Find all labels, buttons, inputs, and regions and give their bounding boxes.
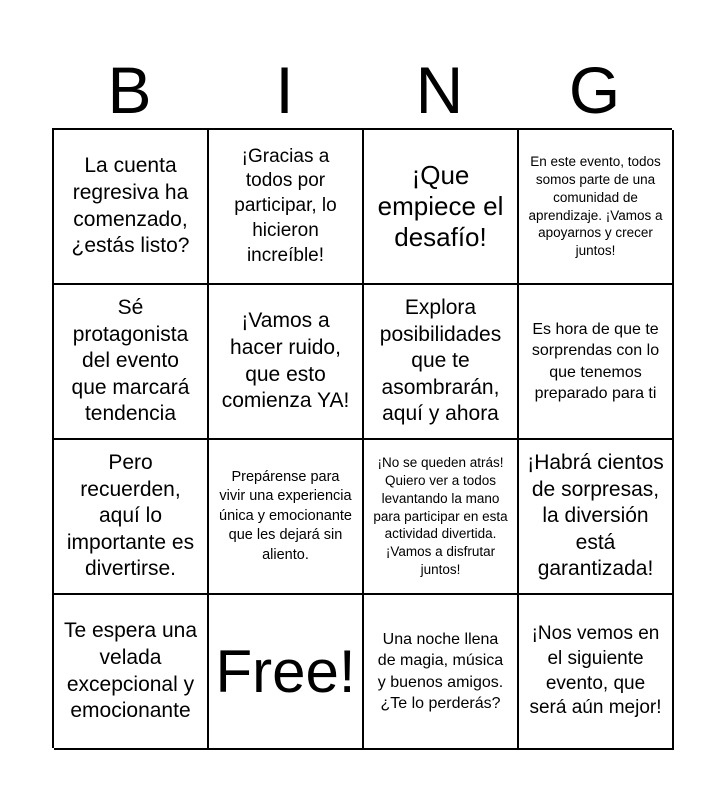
bingo-cell[interactable] — [519, 595, 674, 750]
bingo-cell[interactable] — [54, 285, 209, 440]
cell-text: Prepárense para vivir una experiencia única y emocionante que les dejará sin aliento. — [219, 468, 352, 563]
cell-text: Te espera una velada excepcional y emocionante — [63, 619, 198, 723]
cell-text: Explora posibilidades que te asombrarán, aquí y ahora — [379, 295, 502, 426]
cell-text: La cuenta regresiva ha comenzado, ¿estás listo? — [71, 154, 190, 258]
bingo-cell[interactable] — [519, 285, 674, 440]
cell-text: ¡Gracias a todos por participar, lo hicieron increíble! — [234, 145, 337, 266]
bingo-cell[interactable] — [209, 440, 364, 595]
cell-text: En este evento, todos somos parte de una comunidad de aprendizaje. ¡Vamos a apoyarnos y crecer juntos! — [528, 153, 663, 259]
bingo-cell[interactable] — [364, 285, 519, 440]
cell-text: Sé protagonista del evento que marcará tendencia — [71, 295, 190, 426]
header-letter-b: B — [107, 53, 152, 127]
cell-text: ¡Vamos a hacer ruido, que esto comienza YA! — [221, 309, 350, 413]
header-letter-n: N — [415, 53, 464, 127]
bingo-cell[interactable] — [364, 595, 519, 750]
bingo-cell[interactable] — [519, 130, 674, 285]
bingo-cell[interactable] — [364, 130, 519, 285]
header-letter-g: G — [568, 53, 621, 127]
bingo-cell[interactable] — [519, 440, 674, 595]
header-letter-i: I — [275, 53, 294, 127]
bingo-cell[interactable] — [209, 285, 364, 440]
cell-text: ¡Nos vemos en el siguiente evento, que será aún mejor! — [529, 623, 662, 719]
bingo-cell[interactable] — [54, 595, 209, 750]
cell-text: ¡Que empiece el desafío! — [377, 160, 504, 252]
bingo-header — [52, 52, 672, 128]
bingo-cell[interactable] — [54, 440, 209, 595]
bingo-grid — [52, 128, 672, 748]
cell-text: Una noche llena de magia, música y buenos amigos. ¿Te lo perderás? — [377, 631, 504, 712]
cell-text: Es hora de que te sorprendas con lo que tenemos preparado para ti — [531, 321, 660, 402]
bingo-cell[interactable] — [209, 130, 364, 285]
free-cell[interactable] — [209, 595, 364, 750]
free-label: Free! — [215, 637, 356, 705]
cell-text: ¡Habrá cientos de sorpresas, la diversión está garantizada! — [527, 450, 664, 581]
bingo-cell[interactable] — [364, 440, 519, 595]
bingo-cell[interactable] — [54, 130, 209, 285]
cell-text: Pero recuerden, aquí lo importante es divertirse. — [66, 450, 195, 581]
cell-text: ¡No se queden atrás! Quiero ver a todos levantando la mano para participar en esta actividad divertida. ¡Vamos a disfrutar juntos! — [373, 454, 508, 578]
